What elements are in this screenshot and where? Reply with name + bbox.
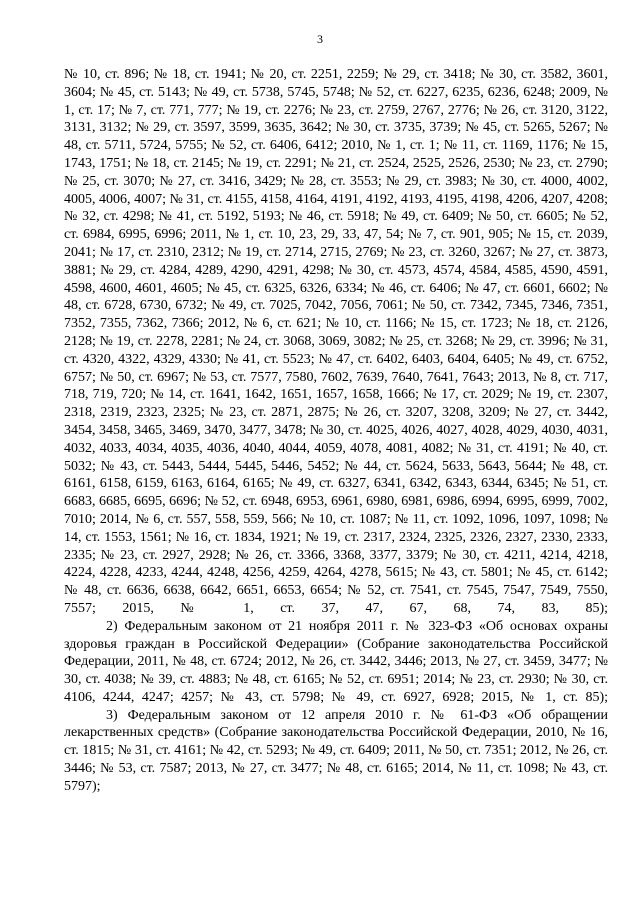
paragraph-3: 3) Федеральным законом от 12 апреля 2010 г. № 61-ФЗ «Об обращении лекарственных средств» (Собрание законодательства Российской Федерации, 2010, № 16, ст. 1815; № 31, ст. 4161; № 42, ст. 5293; № 49, ст. 6409; 2011, № 50, ст. 7351; 2012, № 26, ст. 3446; № 53, ст. 7587; 2013, № 27, ст. 3477; № 48, ст. 6165; 2014, № 11, ст. 1098; № 43, ст. 5797); <box>64 707 608 794</box>
page-number: 3 <box>317 32 323 46</box>
paragraph-1: № 10, ст. 896; № 18, ст. 1941; № 20, ст. 2251, 2259; № 29, ст. 3418; № 30, ст. 3582, 3601, 3604; № 45, ст. 5143; № 49, ст. 5738, 5745, 5748; № 52, ст. 6227, 6235, 6236, 6248; 2009, № 1, ст. 17; № 7, ст. 771, 777; № 19, ст. 2276; № 23, ст. 2759, 2767, 2776; № 26, ст. 3120, 3122, 3131, 3132; № 29, ст. 3597, 3599, 3635, 3642; № 30, ст. 3735, 3739; № 45, ст. 5265, 5267; № 48, ст. 5711, 5724, 5755; № 52, ст. 6406, 6412; 2010, № 1, ст. 1; № 11, ст. 1169, 1176; № 15, 1743, 1751; № 18, ст. 2145; № 19, ст. 2291; № 21, ст. 2524, 2525, 2526, 2530; № 23, ст. 2790; № 25, ст. 3070; № 27, ст. 3416, 3429; № 28, ст. 3553; № 29, ст. 3983; № 30, ст. 4000, 4002, 4005, 4006, 4007; № 31, ст. 4155, 4158, 4164, 4191, 4192, 4193, 4195, 4198, 4206, 4207, 4208; № 32, ст. 4298; № 41, ст. 5192, 5193; № 46, ст. 5918; № 49, ст. 6409; № 50, ст. 6605; № 52, ст. 6984, 6995, 6996; 2011, № 1, ст. 10, 23, 29, 33, 47, 54; № 7, ст. 901, 905; № 15, ст. 2039, 2041; № 17, ст. 2310, 2312; № 19, ст. 2714, 2715, 2769; № 23, ст. 3260, 3267; № 27, ст. 3873, 3881; № 29, ст. 4284, 4289, 4290, 4291, 4298; № 30, ст. 4573, 4574, 4584, 4585, 4590, 4591, 4598, 4600, 4601, 4605; № 45, ст. 6325, 6326, 6334; № 46, ст. 6406; № 47, ст. 6601, 6602; № 48, ст. 6728, 6730, 6732; № 49, ст. 7025, 7042, 7056, 7061; № 50, ст. 7342, 7345, 7346, 7351, 7352, 7355, 7362, 7366; 2012, № 6, ст. 621; № 10, ст. 1166; № 15, ст. 1723; № 18, ст. 2126, 2128; № 19, ст. 2278, 2281; № 24, ст. 3068, 3069, 3082; № 25, ст. 3268; № 29, ст. 3996; № 31, ст. 4320, 4322, 4329, 4330; № 41, ст. 5523; № 47, ст. 6402, 6403, 6404, 6405; № 49, ст. 6752, 6757; № 50, ст. 6967; № 53, ст. 7577, 7580, 7602, 7639, 7640, 7641, 7643; 2013, № 8, ст. 717, 718, 719, 720; № 14, ст. 1641, 1642, 1651, 1657, 1658, 1666; № 17, ст. 2029; № 19, ст. 2307, 2318, 2319, 2323, 2325; № 23, ст. 2871, 2875; № 26, ст. 3207, 3208, 3209; № 27, ст. 3442, 3454, 3458, 3465, 3469, 3470, 3477, 3478; № 30, ст. 4025, 4026, 4027, 4028, 4029, 4030, 4031, 4032, 4033, 4034, 4035, 4036, 4040, 4044, 4059, 4078, 4081, 4082; № 31, ст. 4191; № 40, ст. 5032; № 43, ст. 5443, 5444, 5445, 5446, 5452; № 44, ст. 5624, 5633, 5643, 5644; № 48, ст. 6161, 6158, 6159, 6163, 6164, 6165; № 49, ст. 6327, 6341, 6342, 6343, 6344, 6345; № 51, ст. 6683, 6685, 6695, 6696; № 52, ст. 6948, 6953, 6961, 6980, 6981, 6986, 6994, 6995, 6999, 7002, 7010; 2014, № 6, ст. 557, 558, 559, 566; № 10, ст. 1087; № 11, ст. 1092, 1096, 1097, 1098; № 14, ст. 1553, 1561; № 16, ст. 1834, 1921; № 19, ст. 2317, 2324, 2325, 2326, 2327, 2330, 2333, 2335; № 23, ст. 2927, 2928; № 26, ст. 3366, 3368, 3377, 3379; № 30, ст. 4211, 4214, 4218, 4224, 4228, 4233, 4244, 4248, 4256, 4259, 4264, 4278, 5615; № 43, ст. 5801; № 45, ст. 6142; № 48, ст. 6636, 6638, 6642, 6651, 6653, 6654; № 52, ст. 7541, ст. 7545, 7547, 7549, 7550, 7557; 2015, № 1, ст. 37, 47, 67, 68, 74, 83, 85); <box>64 67 608 616</box>
paragraph-2: 2) Федеральным законом от 21 ноября 2011 г. № 323-ФЗ «Об основах охраны здоровья граждан в Российской Федерации» (Собрание законодательства Российской Федерации, 2011, № 48, ст. 6724; 2012, № 26, ст. 3442, 3446; 2013, № 27, ст. 3459, 3477; № 30, ст. 4038; № 39, ст. 4883; № 48, ст. 6165; № 52, ст. 6951; 2014; № 23, ст. 2930; № 30, ст. 4106, 4244, 4247; 4257; № 43, ст. 5798; № 49, ст. 6927, 6928; 2015, № 1, ст. 85); <box>64 618 608 705</box>
document-body <box>64 66 608 796</box>
